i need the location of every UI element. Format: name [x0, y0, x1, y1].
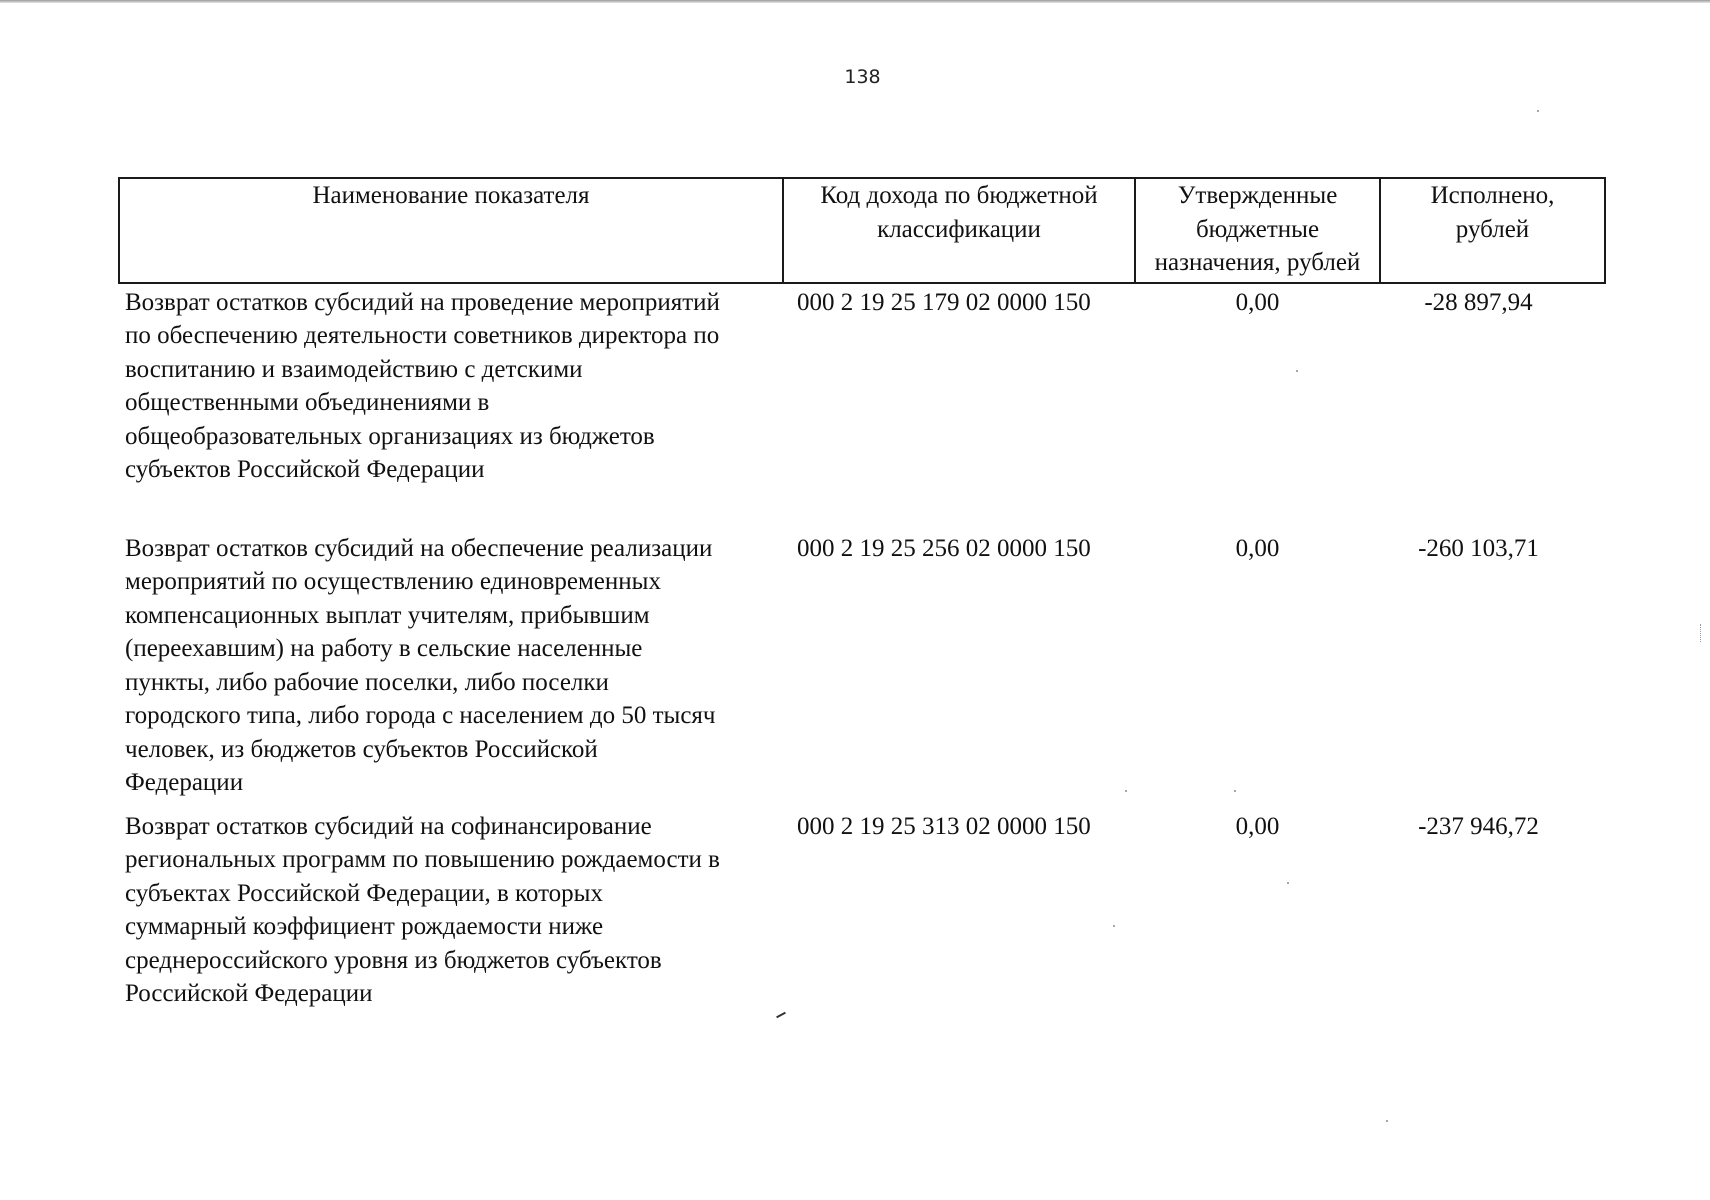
indicator-name-line: среднероссийского уровня из бюджетов субъектов	[125, 946, 662, 974]
table-row	[119, 810, 1605, 1020]
indicator-name-line: субъектов Российской Федерации	[125, 456, 485, 483]
indicator-name-cell	[119, 283, 783, 532]
header-approved-line: назначения, рублей	[1154, 249, 1361, 276]
indicator-name-line: Возврат остатков субсидий на обеспечение реализации	[125, 534, 713, 562]
indicator-name-cell	[119, 810, 783, 1020]
table-row	[119, 532, 1605, 810]
scan-edge-mark	[1700, 624, 1707, 642]
header-executed-line: рублей	[1455, 215, 1530, 243]
scan-speck	[1296, 370, 1298, 372]
table-header	[119, 178, 1605, 283]
indicator-name-line: общественными объединениями в	[125, 389, 490, 416]
approved-amount-cell: 0,00	[1235, 534, 1280, 562]
header-indicator-name-text: Наименование показателя	[312, 182, 590, 209]
scan-speck	[1125, 790, 1127, 792]
indicator-name-line: суммарный коэффициент рождаемости ниже	[125, 913, 604, 940]
header-approved-line: бюджетные	[1195, 215, 1320, 243]
header-row	[119, 178, 1605, 283]
indicator-name-line: компенсационных выплат учителям, прибывшим	[125, 601, 650, 629]
scan-speck	[1113, 925, 1115, 927]
page-number: 138	[844, 66, 881, 88]
header-income-code-line: классификации	[877, 215, 1041, 243]
income-table	[118, 177, 1606, 1020]
executed-amount-cell: -28 897,94	[1424, 288, 1533, 316]
indicator-name-line: Российской Федерации	[125, 980, 373, 1007]
scan-speck	[1287, 882, 1289, 884]
header-income-code-line: Код дохода по бюджетной	[820, 182, 1098, 209]
table-body	[119, 283, 1605, 1020]
indicator-name-line: мероприятий по осуществлению единовременных	[125, 568, 661, 595]
scan-speck	[1537, 110, 1539, 112]
header-income-code	[783, 178, 1135, 283]
indicator-name-line: (переехавшим) на работу в сельские населенные	[125, 635, 643, 662]
header-indicator-name	[119, 178, 783, 283]
scan-speck	[1386, 1120, 1388, 1122]
income-code-cell: 000 2 19 25 179 02 0000 150	[797, 288, 1091, 316]
table-row	[119, 283, 1605, 532]
indicator-name-line: городского типа, либо города с населением до 50 тысяч	[125, 702, 716, 729]
indicator-name-line: субъектах Российской Федерации, в которых	[125, 879, 603, 907]
indicator-name-cell	[119, 532, 783, 810]
approved-amount-cell: 0,00	[1235, 812, 1280, 840]
indicator-name-line: региональных программ по повышению рождаемости в	[125, 846, 720, 873]
indicator-name-line: общеобразовательных организациях из бюджетов	[125, 422, 655, 450]
header-executed	[1380, 178, 1605, 283]
header-executed-line: Исполнено,	[1430, 182, 1555, 209]
scan-speck	[1234, 790, 1236, 792]
header-approved-assignments	[1135, 178, 1380, 283]
indicator-name-line: по обеспечению деятельности советников директора по	[125, 322, 720, 349]
income-code-cell: 000 2 19 25 256 02 0000 150	[797, 534, 1091, 562]
indicator-name-line: Федерации	[125, 769, 244, 796]
scan-top-edge	[0, 0, 1710, 3]
indicator-name-line: человек, из бюджетов субъектов Российской	[125, 735, 598, 763]
income-code-cell: 000 2 19 25 313 02 0000 150	[797, 812, 1091, 840]
indicator-name-line: пункты, либо рабочие поселки, либо поселки	[125, 668, 609, 696]
header-approved-line: Утвержденные	[1177, 182, 1338, 209]
indicator-name-line: Возврат остатков субсидий на проведение мероприятий	[125, 288, 720, 316]
indicator-name-line: Возврат остатков субсидий на софинансирование	[125, 812, 652, 840]
approved-amount-cell: 0,00	[1235, 288, 1280, 316]
indicator-name-line: воспитанию и взаимодействию с детскими	[125, 355, 583, 383]
executed-amount-cell: -237 946,72	[1418, 812, 1539, 840]
executed-amount-cell: -260 103,71	[1418, 534, 1539, 562]
